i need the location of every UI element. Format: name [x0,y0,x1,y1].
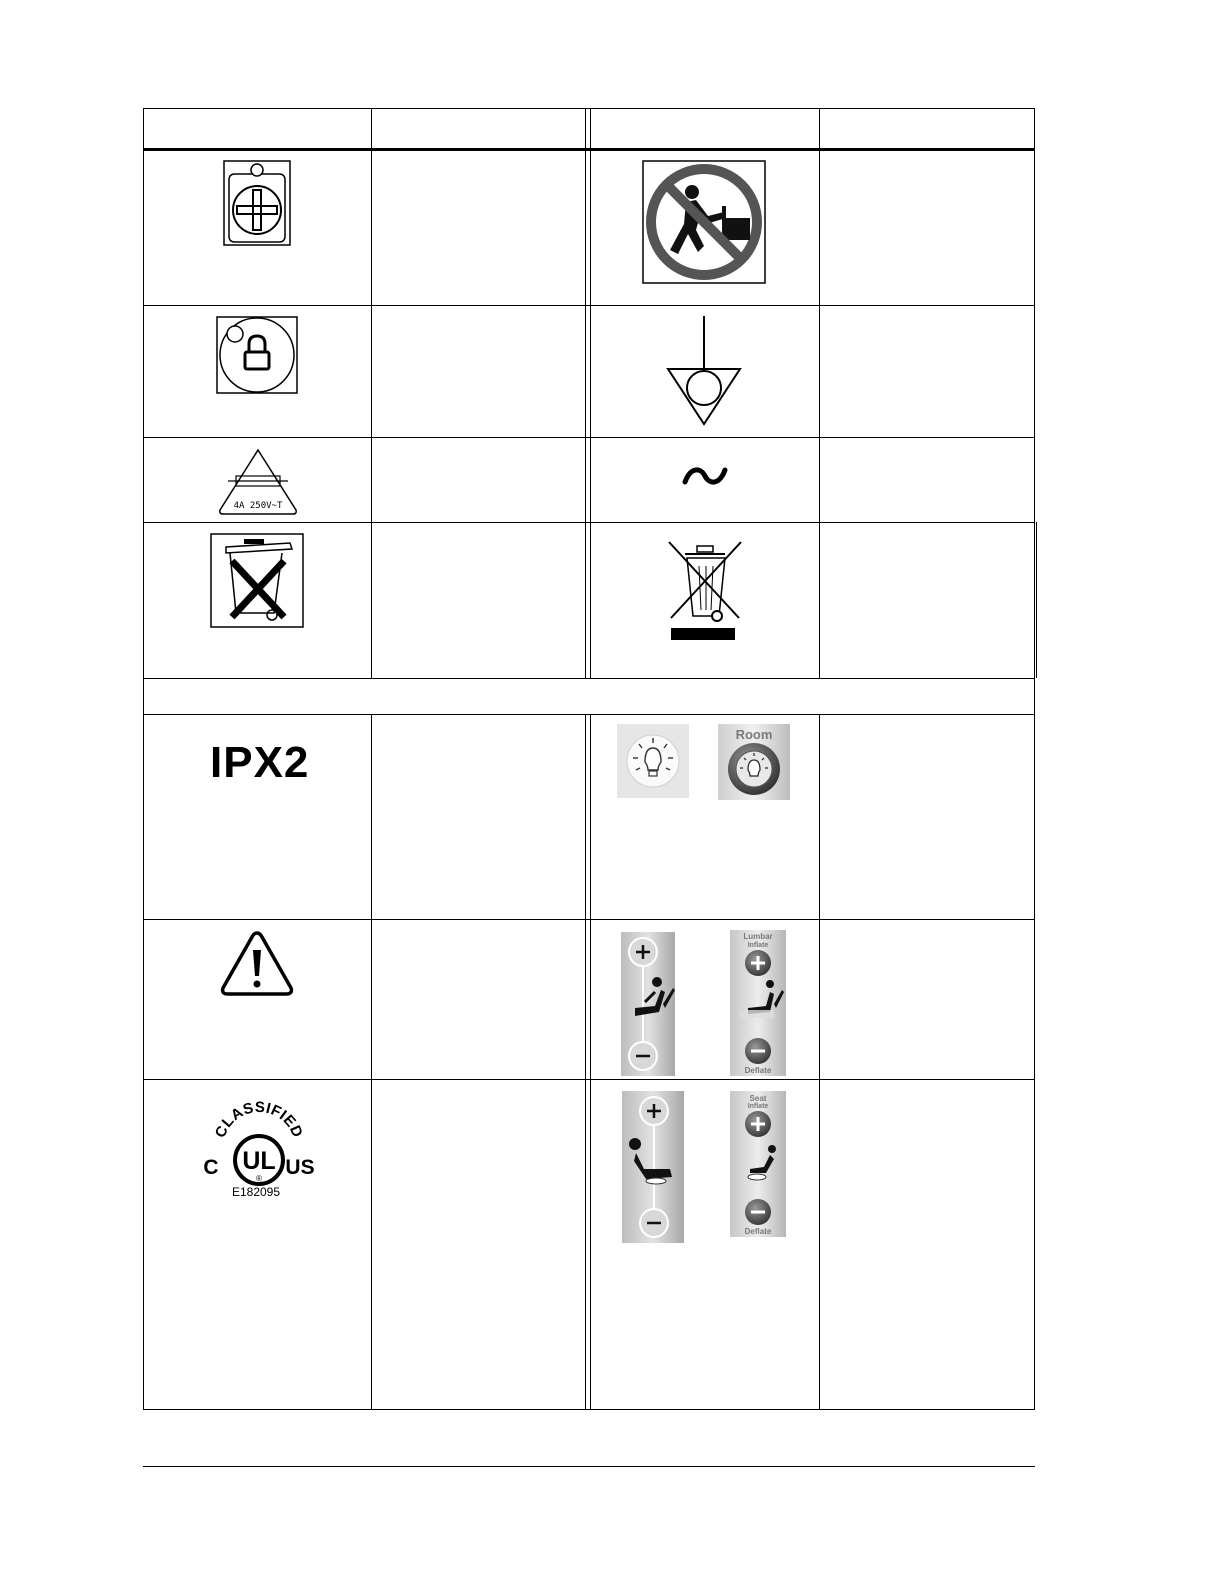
fuse-rating-label: 4A 250V~T [233,501,283,511]
no-battery-disposal-icon [210,533,304,628]
ul-c-letter: C [203,1156,219,1179]
seat-inflate-label: Inflate [747,1103,769,1110]
lumbar-control-icon [621,932,675,1076]
seat-deflate-label: Deflate [744,1227,772,1236]
service-screwdriver-icon [223,160,291,246]
fuse-icon [218,448,298,516]
lock-icon [216,316,298,394]
no-pushing-icon [642,160,766,284]
ul-classified-text: CLASSIFIED [211,1098,307,1141]
weee-disposal-icon [665,538,745,642]
seat-panel-icon [730,1091,786,1237]
alternating-current-icon [681,458,729,494]
lumbar-deflate-label: Deflate [744,1066,772,1075]
lumbar-label: Lumbar [743,932,773,941]
equipotential-ground-icon [665,314,745,426]
light-icon [617,724,689,798]
lumbar-inflate-label: Inflate [747,942,769,949]
ul-classified-icon [201,1096,317,1198]
ipx-rating: IPX2 [210,738,310,787]
ul-file-number: E182095 [231,1185,281,1198]
seat-label: Seat [749,1094,767,1103]
symbols-table [143,108,1035,1410]
warning-icon [220,930,294,996]
footer-rule [143,1466,1035,1467]
seat-control-icon [622,1091,684,1243]
room-label: Room [735,727,773,742]
ul-letters: UL [242,1147,276,1175]
room-light-button-icon [718,724,790,800]
svg-text:®: ® [256,1174,262,1183]
ul-us-letters: US [285,1156,315,1179]
lumbar-panel-icon [730,930,786,1076]
